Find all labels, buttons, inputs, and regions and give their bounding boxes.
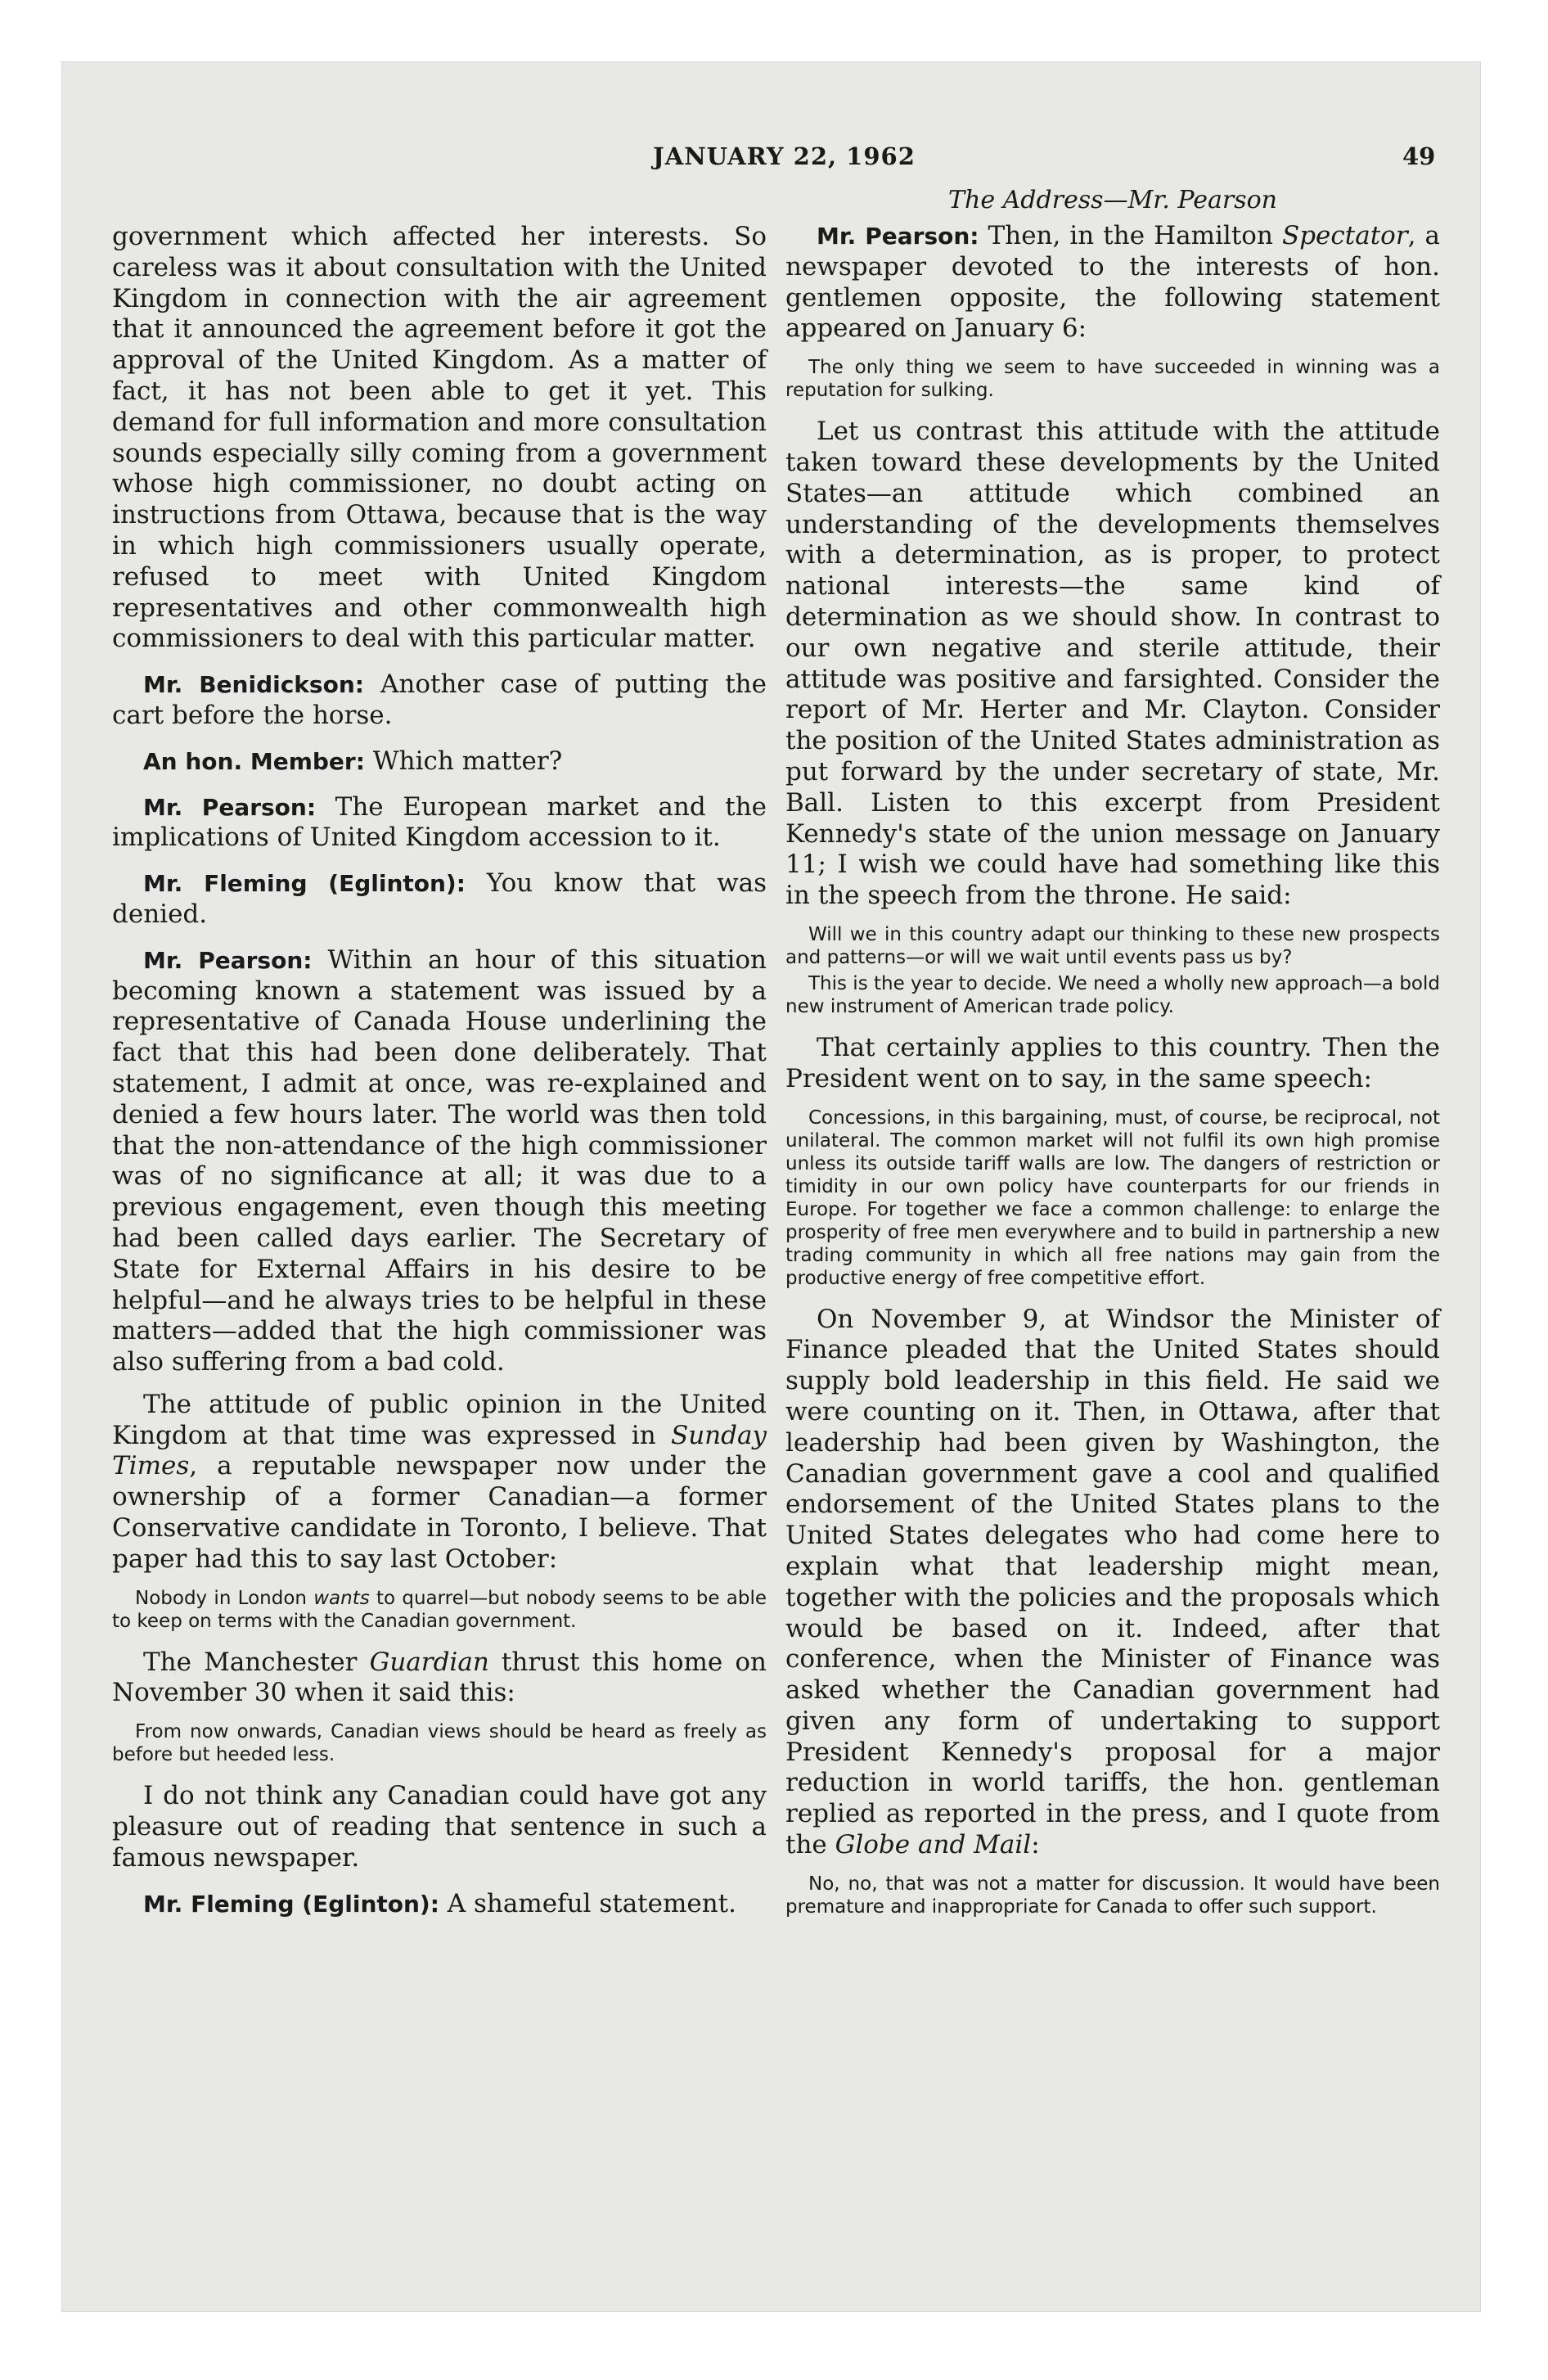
block-quote: Nobody in London wants to quarrel—but nobody seems to be able to keep on terms with the Canadian government. bbox=[112, 1587, 767, 1632]
right-column bbox=[785, 185, 1440, 1933]
paragraph: The Manchester Guardian thrust this home on November 30 when it said this: bbox=[112, 1647, 767, 1708]
page-number: 49 bbox=[1402, 142, 1436, 170]
paragraph: That certainly applies to this country. Then the President went on to say, in the same speech: bbox=[785, 1032, 1440, 1093]
block-quote: Concessions, in this bargaining, must, of course, be reciprocal, not unilateral. The common market will not fulfil its own high promise unless its outside tariff walls are low. The dangers of restriction or timidity in our own policy have counterparts for our friends in Europe. For together we face a common challenge: to enlarge the prosperity of free men everywhere and to build in partnership a new trading community in which all free nations may gain from the productive energy of free competitive effort. bbox=[785, 1107, 1440, 1289]
speech: Mr. Pearson: Then, in the Hamilton Spectator, a newspaper devoted to the interests of hon. gentlemen opposite, the following statement appeared on January 6: bbox=[785, 221, 1441, 344]
speech: An hon. Member: Which matter? bbox=[143, 746, 563, 776]
paragraph: government which affected her interests. So careless was it about consultation with the United Kingdom in connection with the air agreement that it announced the agreement before it got the approval of the United Kingdom. As a matter of fact, it has not been able to get it yet. This demand for full information and more consultation sounds especially silly coming from a government whose high commissioner, no doubt acting on instructions from Ottawa, because that is the way in which high commissioners usually operate, refused to meet with United Kingdom representatives and other commonwealth high commissioners to deal with this particular matter. bbox=[112, 222, 767, 654]
header-date: JANUARY 22, 1962 bbox=[653, 142, 916, 170]
speech: Mr. Fleming (Eglinton): A shameful statement. bbox=[143, 1888, 736, 1918]
paragraph: I do not think any Canadian could have got any pleasure out of reading that sentence in such a famous newspaper. bbox=[112, 1781, 767, 1873]
speech: Mr. Fleming (Eglinton): You know that was denied. bbox=[112, 868, 767, 929]
page-header bbox=[0, 142, 1548, 175]
running-title: The Address—Mr. Pearson bbox=[947, 186, 1277, 214]
speaker-name: Mr. Fleming (Eglinton): bbox=[143, 870, 466, 898]
speaker-name: Mr. Pearson: bbox=[143, 793, 317, 821]
speaker-name: Mr. Pearson: bbox=[817, 223, 979, 250]
paragraph: On November 9, at Windsor the Minister of Finance pleaded that the United States should supply bold leadership in this field. He said we were counting on it. Then, in Ottawa, after that leadership had been given by Washington, the Canadian government gave a cool and qualified endorsement of the United States plans to the United States delegates who had come here to explain what that leadership might mean, together with the policies and the proposals which would be based on it. Indeed, after that conference, when the Minister of Finance was asked whether the Canadian government had given any form of undertaking to support President Kennedy's proposal for a major reduction in world tariffs, the hon. gentleman replied as reported in the press, and I quote from the Globe and Mail: bbox=[785, 1304, 1440, 1860]
paragraph: The attitude of public opinion in the United Kingdom at that time was expressed in Sunday Times, a reputable newspaper now under the ownership of a former Canadian—a former Conservative candidate in Toronto, I believe. That paper had this to say last October: bbox=[112, 1389, 767, 1574]
block-quote: From now onwards, Canadian views should be heard as freely as before but heeded less. bbox=[112, 1721, 767, 1766]
speaker-name: Mr. Benidickson: bbox=[143, 671, 364, 699]
block-quote: The only thing we seem to have succeeded in winning was a reputation for sulking. bbox=[785, 357, 1440, 402]
speech: Mr. Benidickson: Another case of putting the cart before the horse. bbox=[112, 669, 767, 730]
left-column bbox=[112, 222, 767, 1931]
speech: Mr. Pearson: Within an hour of this situation becoming known a statement was issued by a representative of Canada House underlining the fact that this had been done deliberately. That statement, I admit at once, was re-explained and denied a few hours later. The world was then told that the non-attendance of the high commissioner was of no significance at all; it was due to a previous engagement, even though this meeting had been called days earlier. The Secretary of State for External Affairs in his desire to be helpful—and he always tries to be helpful in these matters—added that the high commissioner was also suffering from a bad cold. bbox=[112, 944, 767, 1377]
speech: Mr. Pearson: The European market and the implications of United Kingdom accession to it. bbox=[112, 791, 767, 853]
block-quote: Will we in this country adapt our thinking to these new prospects and patterns—or will we wait until events pass us by? This is the year to decide. We need a wholly new approach—a bold new instrument of American trade policy. bbox=[785, 923, 1440, 1017]
paragraph: Let us contrast this attitude with the attitude taken toward these developments by the United States—an attitude which combined an understanding of the developments themselves with a determination, as is proper, to protect national interests—the same kind of determination as we should show. In contrast to our own negative and sterile attitude, their attitude was positive and farsighted. Consider the report of Mr. Herter and Mr. Clayton. Consider the position of the United States administration as put forward by the under secretary of state, Mr. Ball. Listen to this excerpt from President Kennedy's state of the union message on January 11; I wish we could have had something like this in the speech from the throne. He said: bbox=[785, 417, 1440, 911]
speaker-name: An hon. Member: bbox=[143, 747, 365, 775]
speaker-name: Mr. Pearson: bbox=[143, 946, 313, 974]
speaker-name: Mr. Fleming (Eglinton): bbox=[143, 1890, 439, 1918]
block-quote: No, no, that was not a matter for discussion. It would have been premature and inappropriate for Canada to offer such support. bbox=[785, 1873, 1440, 1918]
